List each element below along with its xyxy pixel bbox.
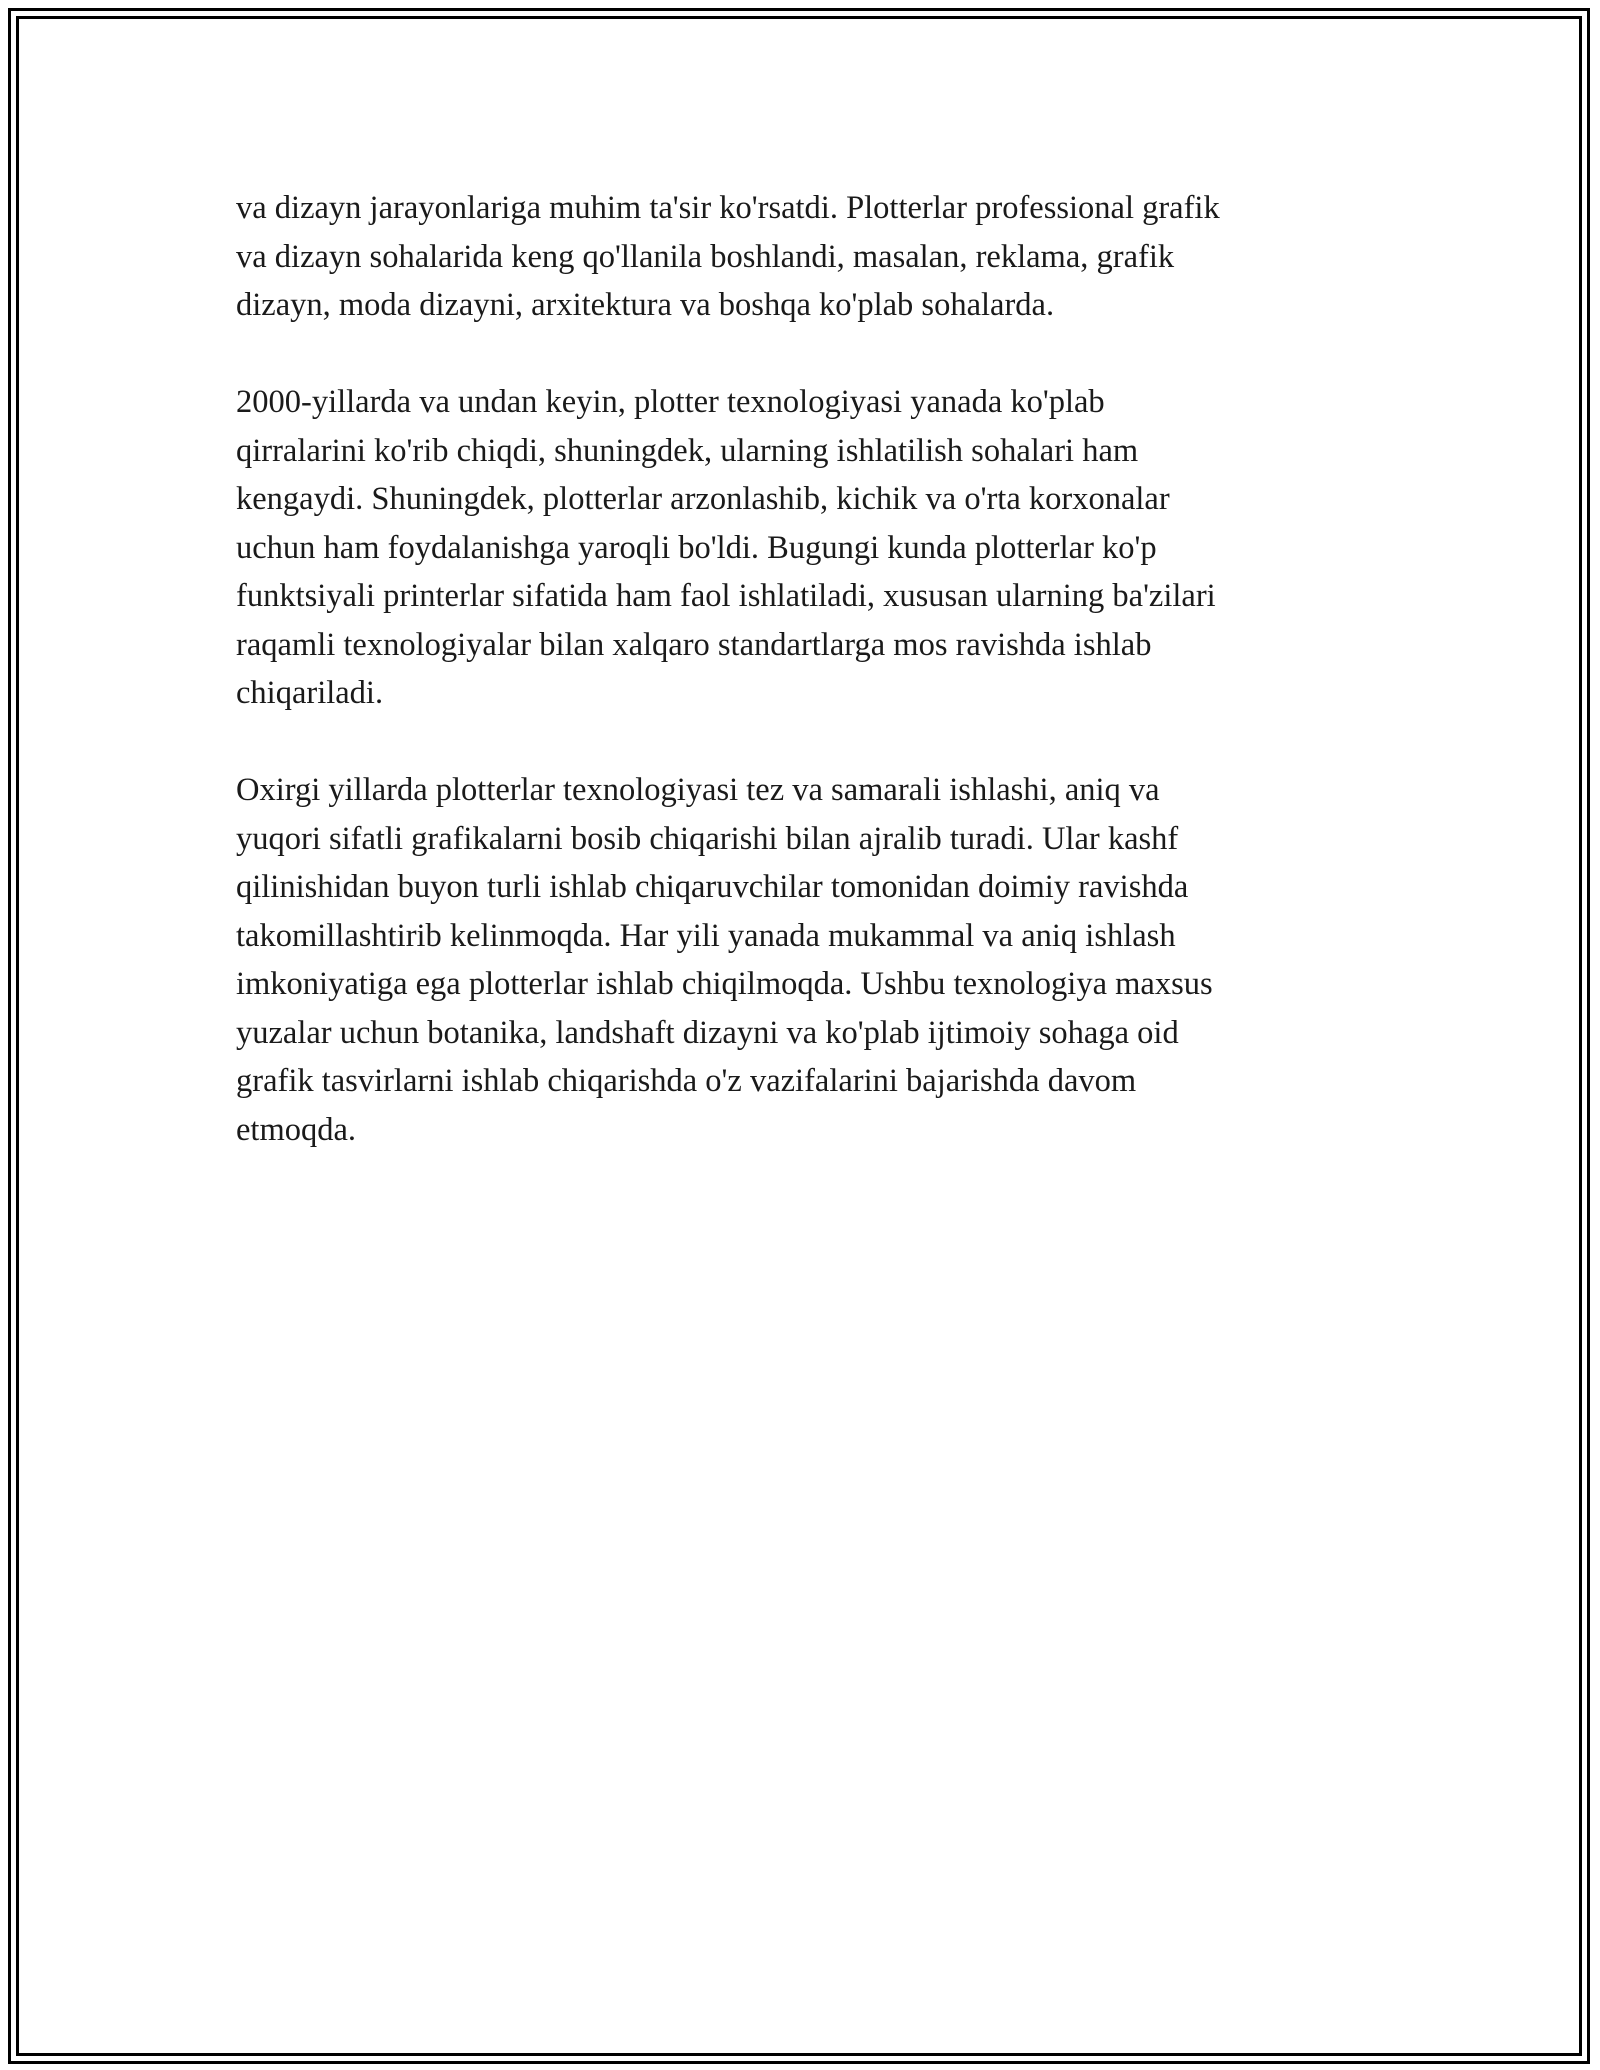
paragraph-line: qilinishidan buyon turli ishlab chiqaruvchilar tomonidan doimiy ravishda [236,869,1189,905]
paragraph-line: imkoniyatiga ega plotterlar ishlab chiqilmoqda. Ushbu texnologiya maxsus [236,966,1213,1002]
paragraph-line: grafik tasvirlarni ishlab chiqarishda o'z vazifalarini bajarishda davom [236,1063,1137,1099]
paragraph-line: va dizayn jarayonlariga muhim ta'sir ko'rsatdi. Plotterlar professional grafik [236,190,1220,226]
paragraph-line: dizayn, moda dizayni, arxitektura va boshqa ko'plab sohalarda. [236,287,1055,323]
paragraph-line: va dizayn sohalarida keng qo'llanila boshlandi, masalan, reklama, grafik [236,238,1175,275]
paragraph-line: etmoqda. [236,1111,357,1148]
paragraph-3 [236,766,1366,1154]
paragraph-2 [236,378,1366,718]
paragraph-line: 2000-yillarda va undan keyin, plotter texnologiyasi yanada ko'plab [236,384,1105,420]
paragraph-1 [236,184,1366,330]
paragraph-line: kengaydi. Shuningdek, plotterlar arzonlashib, kichik va o'rta korxonalar [236,481,1170,517]
document-body [236,184,1366,1203]
paragraph-line: uchun ham foydalanishga yaroqli bo'ldi. Bugungi kunda plotterlar ko'p [236,529,1157,566]
paragraph-line: qirralarini ko'rib chiqdi, shuningdek, ularning ishlatilish sohalari ham [236,432,1139,469]
paragraph-line: funktsiyali printerlar sifatida ham faol ishlatiladi, xususan ularning ba'zilari [236,578,1216,614]
paragraph-line: yuqori sifatli grafikalarni bosib chiqarishi bilan ajralib turadi. Ular kashf [236,820,1179,857]
paragraph-line: chiqariladi. [236,675,384,711]
paragraph-line: takomillashtirib kelinmoqda. Har yili yanada mukammal va aniq ishlash [236,917,1176,954]
paragraph-line: raqamli texnologiyalar bilan xalqaro standartlarga mos ravishda ishlab [236,626,1152,663]
paragraph-line: yuzalar uchun botanika, landshaft dizayni va ko'plab ijtimoiy sohaga oid [236,1014,1179,1051]
paragraph-line: Oxirgi yillarda plotterlar texnologiyasi tez va samarali ishlashi, aniq va [236,772,1160,808]
